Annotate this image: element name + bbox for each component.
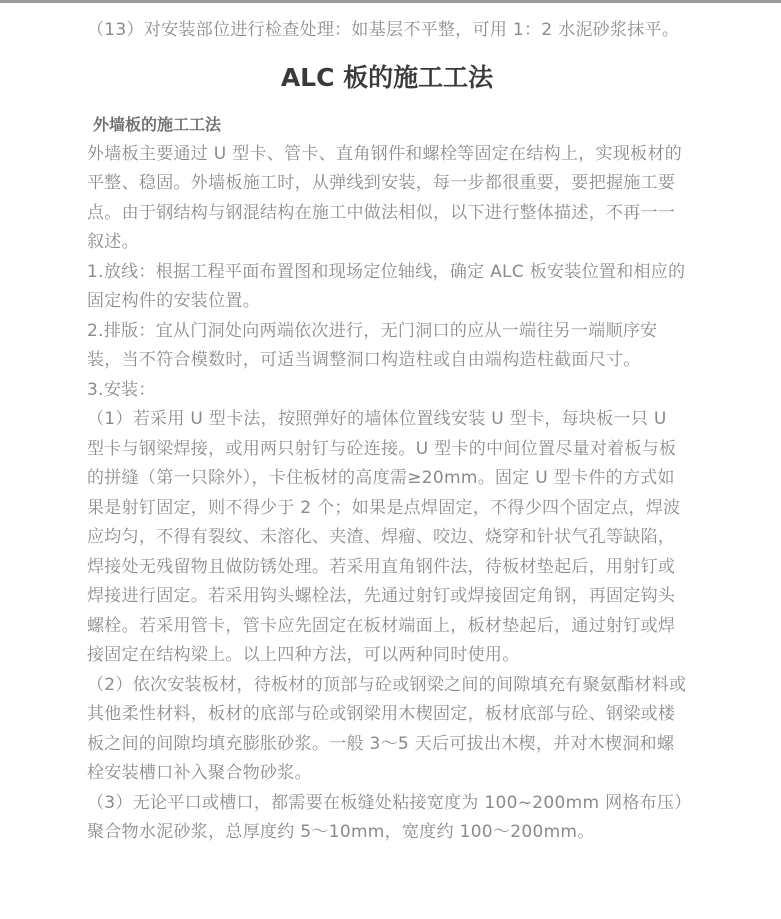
paragraph-13: （13）对安装部位进行检查处理：如基层不平整，可用 1：2 水泥砂浆抹平。 — [87, 20, 680, 40]
sub-step-1-paragraph: （1）若采用 U 型卡法，按照弹好的墙体位置线安装 U 型卡，每块板一只 U 型卡与钢梁焊接，或用两只射钉与砼连接。U 型卡的中间位置尽量对着板与板的拼缝（第一只除外），卡住板材的高度需≥20mm。固定 U 型卡件的方式如果是射钉固定，则不得少于 2 个；如果是点焊固定，不得少四个固定点，焊波应均匀，不得有裂纹、未溶化、夹渣、焊瘤、咬边、烧穿和针状气孔等缺陷，焊接处无残留物且做防锈处理。若采用直角钢件法，待板材垫起后，用射钉或焊接进行固定。若采用钩头螺栓法，先通过射钉或焊接固定角钢，再固定钩头螺栓。若采用管卡，管卡应先固定在板材端面上，板材垫起后，通过射钉或焊接固定在结构梁上。以上四种方法，可以两种同时使用。 — [87, 409, 681, 665]
step-1-paragraph: 1.放线：根据工程平面布置图和现场定位轴线，确定 ALC 板安装位置和相应的固定构件的安装位置。 — [87, 261, 686, 311]
step-3-heading: 3.安装： — [87, 379, 156, 400]
document-body — [87, 16, 687, 848]
page-title: ALC 板的施工工法 — [280, 62, 494, 92]
sub-step-2-paragraph: （2）依次安装板材，待板材的顶部与砼或钢梁之间的间隙填充有聚氨酯材料或其他柔性材料，板材的底部与砼或钢梁用木楔固定，板材底部与砼、钢梁或楼板之间的间隙均填充膨胀砂浆。一般 3～5 天后可拔出木楔，并对木楔洞和螺栓安装槽口补入聚合物砂浆。 — [87, 674, 687, 783]
section-subtitle: 外墙板的施工工法 — [93, 114, 222, 134]
step-2-paragraph: 2.排版：宜从门洞处向两端依次进行，无门洞口的应从一端往另一端顺序安装，当不符合模数时，可适当调整洞口构造柱或自由端构造柱截面尺寸。 — [87, 320, 658, 370]
intro-paragraph: 外墙板主要通过 U 型卡、管卡、直角钢件和螺栓等固定在结构上，实现板材的平整、稳固。外墙板施工时，从弹线到安装，每一步都很重要，要把握施工要点。由于钢结构与钢混结构在施工中做法相似，以下进行整体描述，不再一一叙述。 — [87, 143, 683, 252]
top-border — [0, 0, 781, 3]
sub-step-3-paragraph: （3）无论平口或槽口，都需要在板缝处粘接宽度为 100~200mm 网格布压）聚合物水泥砂浆，总厚度约 5～10mm，宽度约 100～200mm。 — [87, 792, 684, 842]
